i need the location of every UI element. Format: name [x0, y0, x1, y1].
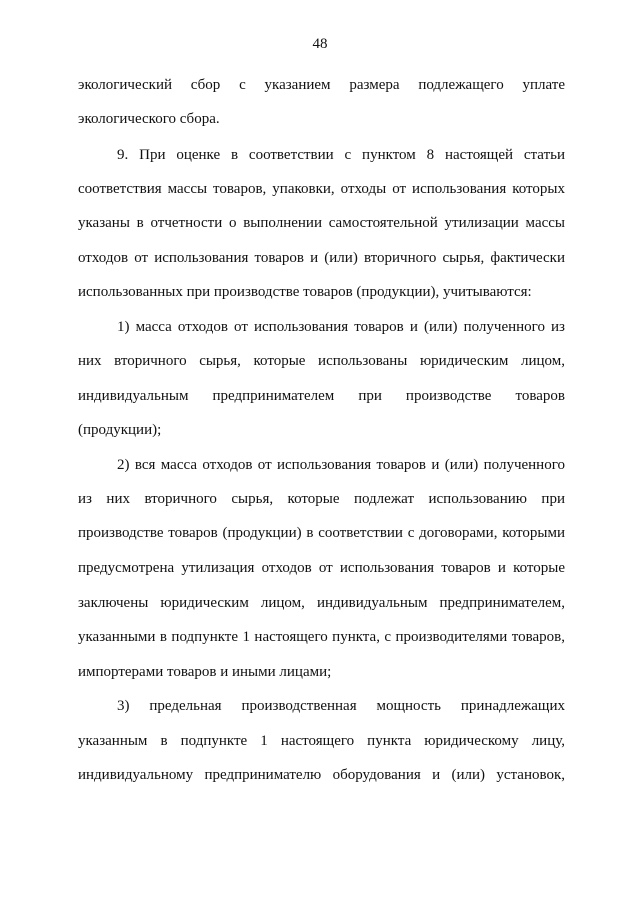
text-line: (продукции);: [78, 422, 162, 438]
text-line: 3) предельная производственная мощность принадлежащих: [117, 698, 565, 714]
text-line: указанными в подпункте 1 настоящего пункта, с производителями товаров,: [78, 629, 565, 645]
text-line: использованных при производстве товаров (продукции), учитываются:: [78, 284, 532, 300]
text-line: экологический сбор с указанием размера подлежащего уплате: [78, 77, 565, 93]
text-line: 9. При оценке в соответствии с пунктом 8 настоящей статьи: [117, 147, 565, 163]
text-line: заключены юридическим лицом, индивидуальным предпринимателем,: [78, 595, 565, 611]
text-line: 1) масса отходов от использования товаров и (или) полученного из: [117, 319, 565, 335]
text-line: из них вторичного сырья, которые подлежат использованию при: [78, 491, 565, 507]
text-line: указаны в отчетности о выполнении самостоятельной утилизации массы: [78, 215, 565, 231]
text-line: производстве товаров (продукции) в соответствии с договорами, которыми: [78, 525, 565, 541]
text-line: экологического сбора.: [78, 111, 220, 127]
text-line: указанным в подпункте 1 настоящего пункта юридическому лицу,: [78, 733, 565, 749]
text-line: них вторичного сырья, которые использованы юридическим лицом,: [78, 353, 565, 369]
text-line: импортерами товаров и иными лицами;: [78, 664, 332, 680]
text-line: соответствия массы товаров, упаковки, отходы от использования которых: [78, 181, 565, 197]
text-line: индивидуальным предпринимателем при производстве товаров: [78, 388, 565, 404]
text-line: индивидуальному предпринимателю оборудования и (или) установок,: [78, 767, 565, 783]
text-line: предусмотрена утилизация отходов от использования товаров и которые: [78, 560, 565, 576]
text-line: отходов от использования товаров и (или) вторичного сырья, фактически: [78, 250, 565, 266]
text-line: 2) вся масса отходов от использования товаров и (или) полученного: [117, 457, 565, 473]
page-number: 48: [312, 36, 328, 52]
